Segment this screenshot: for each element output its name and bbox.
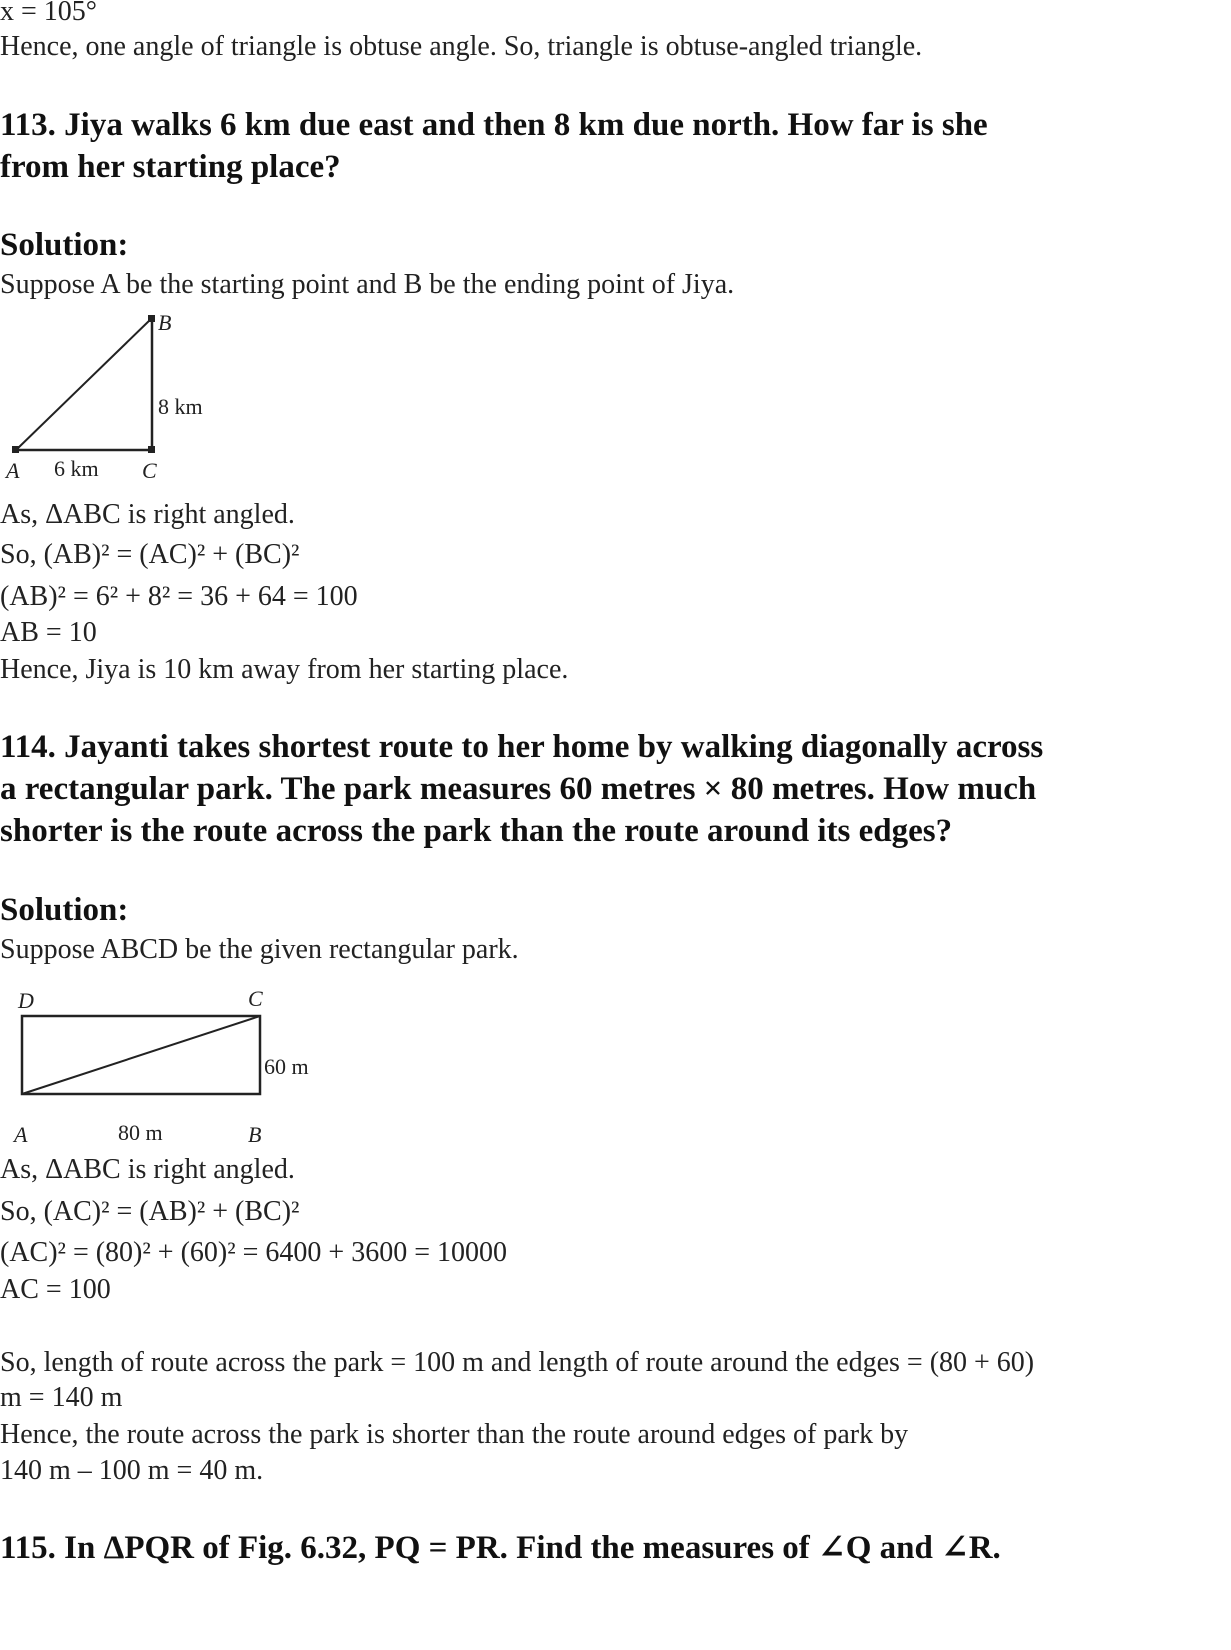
solution-114-intro: Suppose ABCD be the given rectangular park.: [0, 934, 519, 965]
label-bc: 60 m: [264, 1054, 309, 1079]
side-ab: [16, 318, 152, 450]
step: As, ΔABC is right angled.: [0, 1154, 295, 1185]
conclusion-line: 140 m – 100 m = 40 m.: [0, 1455, 264, 1486]
point-c: [148, 446, 155, 453]
label-c: C: [248, 986, 263, 1011]
label-ac: 6 km: [54, 456, 99, 481]
point-a: [12, 446, 19, 453]
previous-conclusion: Hence, one angle of triangle is obtuse angle. So, triangle is obtuse-angled triangle.: [0, 31, 923, 62]
step: (AB)² = 6² + 8² = 36 + 64 = 100: [0, 581, 358, 612]
step: Hence, Jiya is 10 km away from her starting place.: [0, 654, 569, 685]
step: AC = 100: [0, 1274, 111, 1305]
label-c: C: [142, 458, 157, 483]
step: So, (AB)² = (AC)² + (BC)²: [0, 539, 300, 570]
step: So, (AC)² = (AB)² + (BC)²: [0, 1196, 300, 1227]
label-b: B: [248, 1122, 262, 1147]
question-114-title-line2: a rectangular park. The park measures 60 metres × 80 metres. How much: [0, 771, 1037, 807]
solution-heading-113: Solution:: [0, 227, 129, 263]
label-d: D: [18, 988, 34, 1013]
question-114-title-line3: shorter is the route across the park than the route around its edges?: [0, 813, 953, 849]
diagonal-ac: [22, 1016, 260, 1094]
label-a: A: [6, 458, 20, 483]
step: AB = 10: [0, 617, 97, 648]
question-115-title: 115. In ΔPQR of Fig. 6.32, PQ = PR. Find the measures of ∠Q and ∠R.: [0, 1530, 1001, 1566]
conclusion-line: So, length of route across the park = 100 m and length of route around the edges = (80 + 60): [0, 1347, 1035, 1378]
solution-113-intro: Suppose A be the starting point and B be the ending point of Jiya.: [0, 269, 735, 300]
step: As, ΔABC is right angled.: [0, 499, 295, 530]
question-113-title-line1: 113. Jiya walks 6 km due east and then 8 km due north. How far is she: [0, 107, 988, 143]
triangle-diagram-113: [0, 300, 260, 490]
point-b: [148, 315, 155, 322]
question-113-title-line2: from her starting place?: [0, 149, 341, 185]
label-ab: 80 m: [118, 1120, 163, 1145]
label-bc: 8 km: [158, 394, 203, 419]
solution-heading-114: Solution:: [0, 892, 129, 928]
question-114-title-line1: 114. Jayanti takes shortest route to her home by walking diagonally across: [0, 729, 1044, 765]
step: (AC)² = (80)² + (60)² = 6400 + 3600 = 10000: [0, 1237, 507, 1268]
label-b: B: [158, 310, 172, 335]
conclusion-line: Hence, the route across the park is shorter than the route around edges of park by: [0, 1419, 909, 1450]
label-a: A: [14, 1122, 28, 1147]
conclusion-line: m = 140 m: [0, 1382, 123, 1413]
rectangle-diagram-114: [0, 980, 340, 1150]
previous-answer-line: x = 105°: [0, 0, 97, 27]
